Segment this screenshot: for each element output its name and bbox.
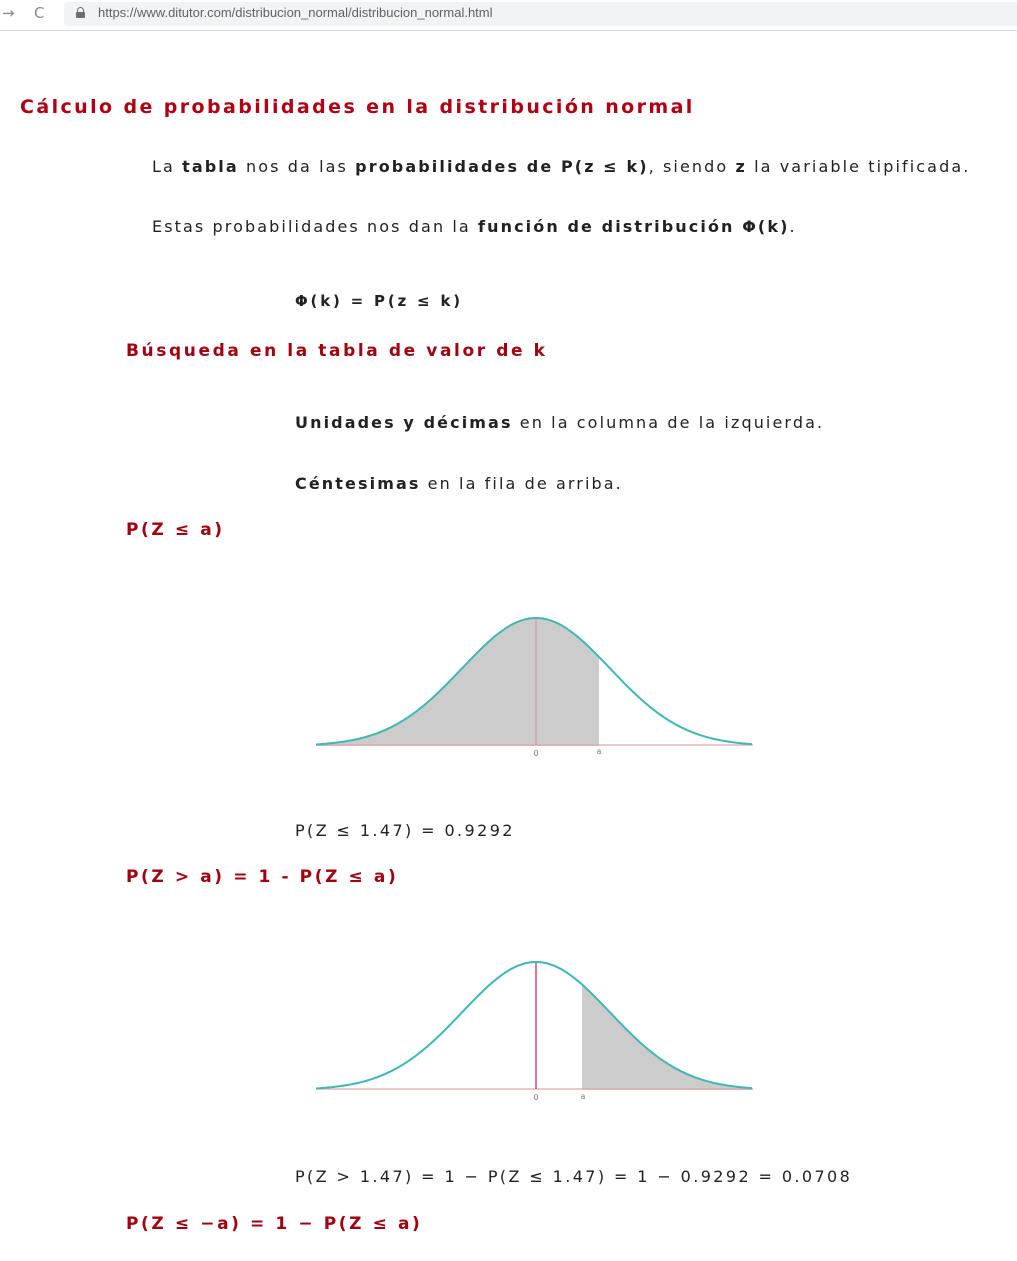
heading-p-le-a: P(Z ≤ a) xyxy=(126,520,225,540)
shaded-area-right xyxy=(582,984,753,1090)
phi-formula: Φ(k) = P(z ≤ k) xyxy=(295,292,463,310)
text: , siendo xyxy=(648,157,736,176)
normal-curve xyxy=(316,962,752,1088)
text: Estas probabilidades nos dan la xyxy=(152,217,479,236)
shaded-area-left xyxy=(316,618,599,746)
reload-icon[interactable]: C xyxy=(34,4,45,22)
text: nos da las xyxy=(238,157,356,176)
tick-a: a xyxy=(596,747,602,756)
bold-text: Unidades y décimas xyxy=(295,413,513,432)
result-p-le: P(Z ≤ 1.47) = 0.9292 xyxy=(295,821,515,840)
bold-text: probabilidades de P(z ≤ k) xyxy=(355,157,649,176)
result-p-gt: P(Z > 1.47) = 1 − P(Z ≤ 1.47) = 1 − 0.9292 = 0.0708 xyxy=(295,1167,853,1186)
text: en la columna de la izquierda. xyxy=(512,413,825,432)
figure-left-tail xyxy=(316,618,753,758)
search-heading: Búsqueda en la tabla de valor de k xyxy=(126,341,548,361)
url-text[interactable]: https://www.ditutor.com/distribucion_normal/distribucion_normal.html xyxy=(98,5,493,20)
figure-right-tail xyxy=(316,962,753,1102)
text: en la fila de arriba. xyxy=(420,474,623,493)
bold-text: Céntesimas xyxy=(295,474,421,493)
tick-zero: 0 xyxy=(533,749,539,758)
bold-text: función de distribución Φ(k) xyxy=(478,217,790,236)
text: . xyxy=(789,217,797,236)
tick-zero: 0 xyxy=(533,1093,539,1102)
bold-text: z xyxy=(735,157,747,176)
text: La xyxy=(152,157,183,176)
text: la variable tipificada. xyxy=(746,157,971,176)
page-title: Cálculo de probabilidades en la distribución normal xyxy=(20,96,695,118)
heading-p-gt-a: P(Z > a) = 1 - P(Z ≤ a) xyxy=(126,867,399,887)
bold-text: tabla xyxy=(182,157,239,176)
tick-a: a xyxy=(580,1092,586,1101)
heading-p-le-neg-a: P(Z ≤ −a) = 1 − P(Z ≤ a) xyxy=(126,1214,423,1234)
forward-icon[interactable]: → xyxy=(2,4,15,22)
